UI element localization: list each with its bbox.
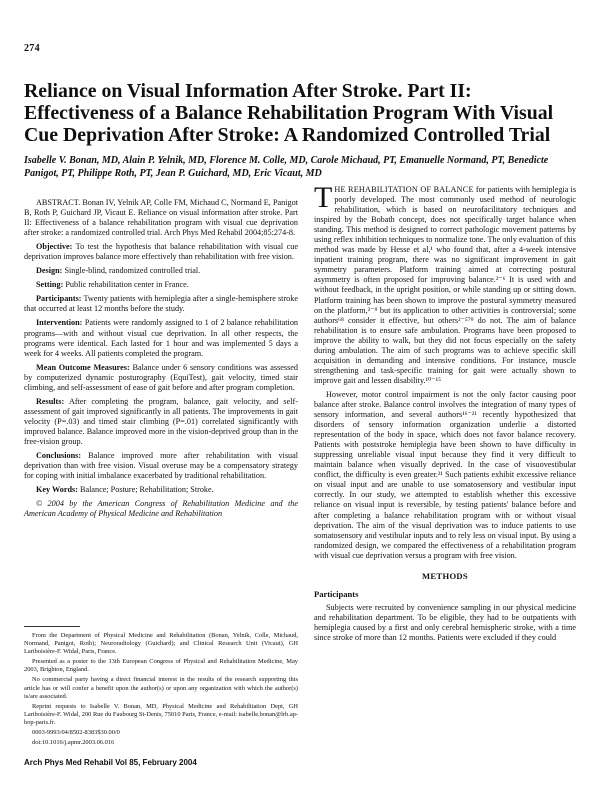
drop-cap: T <box>314 181 333 214</box>
abstract-key-words <box>24 485 298 495</box>
footnotes <box>24 632 298 749</box>
journal-footer: Arch Phys Med Rehabil Vol 85, February 2004 <box>24 758 197 767</box>
abstract-participants <box>24 294 298 314</box>
section-text: Balance; Posture; Rehabilitation; Stroke. <box>79 485 214 495</box>
section-text: Single-blind, randomized controlled trial. <box>64 266 201 276</box>
section-label: Conclusions: <box>36 451 82 461</box>
abstract-conclusions <box>24 451 298 481</box>
section-label: Objective: <box>36 242 73 252</box>
section-text: Balance improved more after rehabilitation with visual deprivation than with free vision. Visual overuse may be a compensatory strategy for coping with initial imbalance exacerbated by traditional rehabilitation. <box>24 451 299 481</box>
abstract-outcome-measures <box>24 363 298 393</box>
intro-paragraph-2: However, motor control impairment is not the only factor causing poor balance after stroke. Balance control involves the integration of many types of sensory information, and several authors¹⁶⁻²¹ recently hypothesized that disorders of sensory information organization underlie a distorted representation of the body in space, which does not favor balance recovery. Patients with poststroke hemiplegia have been shown to have difficulty in suppressing unreliable visual input because they find it very difficult to maintain balance when visually deprived. In the case of visuovestibular conflict, the difficulty is even greater.²¹ Such patients exhibit excessive reliance on visual input and are unable to use somatosensory and vestibular input correctly. In our study, we attempted to establish whether this excessive reliance on visual input is reversible, by testing patients' balance before and after completing a balance rehabilitation program with or without visual deprivation. The aim of the visual deprivation was to induce patients to use somatosensory and vestibular inputs and to rely less on visual input. By using a randomized design, we compared the effectiveness of a rehabilitation program with visual cue deprivation versus a program with free vision. <box>314 389 576 560</box>
section-text: To test the hypothesis that balance rehabilitation with visual cue deprivation improves balance more effectively than rehabilitation with free vision. <box>24 242 298 262</box>
body-column <box>314 181 577 647</box>
footnote-issn: 0003-9993/04/8502-8383$30.00/0 <box>32 729 120 737</box>
intro-paragraph-1 <box>314 181 577 386</box>
section-text: Public rehabilitation center in France. <box>65 280 189 290</box>
intro-lead: HE REHABILITATION OF BALANCE <box>334 185 474 194</box>
footnote-affiliation: From the Department of Physical Medicine and Rehabilitation (Bonan, Yelnik, Colle, Michaud, Normand, Panigot, Roth); Neuroradiology (Guichard); and Clinical Research Unit (Vicaut), GH Lariboisière-F. Widal, Paris, France. <box>24 632 298 656</box>
section-label: Intervention: <box>36 318 83 328</box>
section-label: Key Words: <box>36 485 78 495</box>
section-text: Balance under 6 sensory conditions was assessed by computerized dynamic posturography (EquiTest), gait velocity, timed stair climbing, and self-assessment of ease of gait before and after program completion. <box>24 362 298 392</box>
intro-text: for patients with hemiplegia is poorly developed. The most commonly used method of neurologic rehabilitation, which is based on neurofacilitatory techniques and inspired by the Bobath concept, does not specifically target balance when standing. This method is designed to correct pathologic movement patterns by using reflex inhibition techniques to normalize tone. The only evaluation of this method was made by Hesse et al,¹ who found that, after a 4-week intensive inpatient training program, there was no significant improvement in gait symmetry parameters. Platform training aimed at correcting postural asymmetry is often proposed for improving balance.²⁻⁶ It is used with and without feedback, in the upright position, or while standing up or sitting down. Platform training has been shown to improve the postural symmetry measured on the platform,²⁻⁹ but its application to other activities is controversial; some authors⁶⁸ consider it effective, but others²⁻⁵⁷⁹ do not. The aim of balance rehabilitation is to ensure safe ambulation. Programs have been proposed to improve the ability to walk, but they did not focus especially on the safety during ambulation. The aim of such programs was to achieve specific skill acquisition in demanding and intensive conditions. For instance, muscle strengthening and task-specific training for gait were actually shown to improve gait and lessen disability.¹⁰⁻¹⁵ <box>314 185 577 385</box>
methods-heading: METHODS <box>421 570 469 581</box>
footnote-reprint: Reprint requests to Isabelle V. Bonan, MD, Physical Medicine and Rehabilitation Dept, GH Lariboisière-F. Widal, 200 Rue du Faubourg St-Denis, 75010 Paris, France, e-mail: isabelle.bonan@lrb.ap-hop-paris.fr. <box>24 702 298 726</box>
footnote-presented: Presented as a poster to the 13th European Congress of Physical and Rehabilitation Medicine, May 2003, Brighton, England. <box>24 658 298 674</box>
participants-paragraph: Subjects were recruited by convenience sampling in our physical medicine and rehabilitation department. To be eligible, they had to be outpatients with hemiplegia caused by a first and only cerebral hemispheric stroke, with a time since stroke of more than 12 months. Patients were excluded if they could <box>314 602 576 642</box>
footnote-disclosure: No commercial party having a direct financial interest in the results of the research supporting this article has or will confer a benefit upon the author(s) or upon any organization with which the author(s) is/are associated. <box>24 676 298 700</box>
abstract-column <box>24 198 298 523</box>
abstract-setting <box>24 280 298 290</box>
section-label: Participants: <box>36 294 82 304</box>
abstract-results <box>24 397 298 447</box>
section-text: Patients were randomly assigned to 1 of 2 balance rehabilitation programs—with and without visual cue deprivation. In all other respects, the programs were identical. Each lasted for 1 hour and was implemented 5 days a week for 4 weeks. All patients completed the program. <box>24 318 299 358</box>
abstract-design <box>24 266 298 276</box>
section-label: Setting: <box>36 280 64 290</box>
abstract-objective <box>24 242 298 262</box>
footnote-doi: doi:10.1016/j.apmr.2003.06.016 <box>32 739 115 747</box>
section-label: Design: <box>36 266 63 276</box>
abstract-citation: ABSTRACT. Bonan IV, Yelnik AP, Colle FM, Michaud C, Normand E, Panigot B, Roth P, Guichard JP, Vicaut E. Reliance on visual information after stroke. Part II: Effectiveness of a balance rehabilitation program with visual cue deprivation after stroke: a randomized controlled trial. Arch Phys Med Rehabil 2004;85:274-8. <box>24 198 298 238</box>
section-label: Results: <box>36 396 65 406</box>
section-text: After completing the program, balance, gait velocity, and self-assessment of gait improved significantly in all patients. The improvements in gait velocity (P=.03) and timed stair climbing (P=.01) correlated significantly with improved balance. Balance improved more in the vision-deprived group than in the free-vision group. <box>24 396 298 446</box>
copyright-notice: © 2004 by the American Congress of Rehabilitation Medicine and the American Academy of Physical Medicine and Rehabilitation <box>24 499 298 519</box>
participants-heading: Participants <box>314 588 359 599</box>
page-number: 274 <box>24 43 40 54</box>
author-list: Isabelle V. Bonan, MD, Alain P. Yelnik, MD, Florence M. Colle, MD, Carole Michaud, PT, Emanuelle Normand, PT, Benedicte Panigot, PT, Philippe Roth, PT, Jean P. Guichard, MD, Eric Vicaut, MD <box>24 155 549 179</box>
section-label: Mean Outcome Measures: <box>36 362 130 372</box>
article-title: Reliance on Visual Information After Stroke. Part II: Effectiveness of a Balance Rehabilitation Program With Visual Cue Deprivation After Stroke: A Randomized Controlled Trial <box>24 80 554 146</box>
footnote-divider <box>24 626 80 627</box>
section-text: Twenty patients with hemiplegia after a single-hemisphere stroke that occurred at least 12 months before the study. <box>24 294 298 314</box>
abstract-intervention <box>24 318 298 358</box>
